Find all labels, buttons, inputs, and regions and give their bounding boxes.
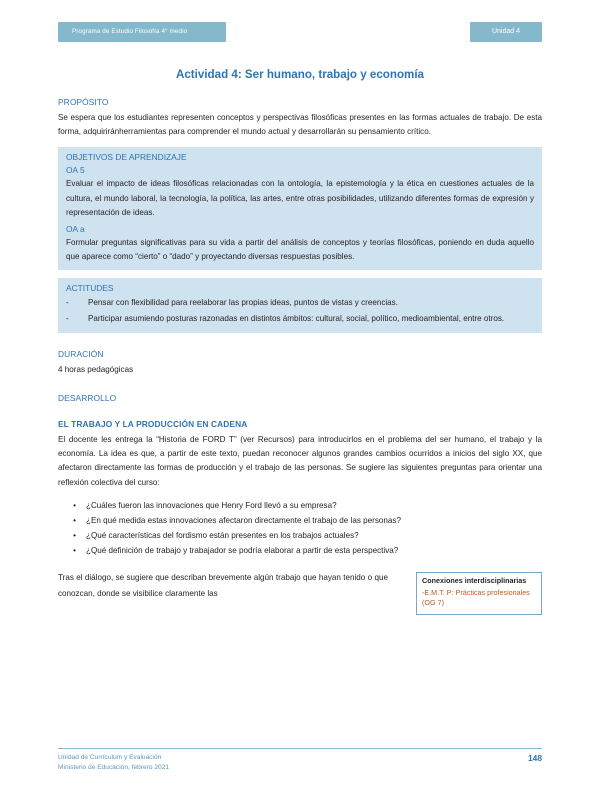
section-heading-purpose: PROPÓSITO — [58, 97, 109, 107]
attitude-text-1: Pensar con flexibilidad para reelaborar las propias ideas, puntos de vistas y creencias. — [88, 298, 398, 308]
oa-code-2: OA a — [66, 224, 85, 235]
section-heading-development: DESARROLLO — [58, 393, 117, 404]
learning-objectives-block — [58, 147, 542, 270]
page-title: Actividad 4: Ser humano, trabajo y economía — [175, 68, 425, 81]
closing-paragraph: Tras el diálogo, se sugiere que describan brevemente algún trabajo que hayan tenido o que conozcan, donde se visibilice claramente las — [58, 572, 388, 598]
attitudes-block — [58, 278, 542, 332]
sidebox-text: -E.M.T. P: Prácticas profesionales (OG 7) — [422, 587, 530, 608]
bullet-icon: • — [73, 515, 76, 525]
development-questions-list — [58, 498, 542, 558]
page-footer — [58, 748, 542, 772]
bullet-icon: • — [73, 545, 76, 555]
list-item — [58, 543, 542, 558]
development-paragraph: El docente les entrega la “Historia de FORD T” (ver Recursos) para introducirlos en el problema del ser humano, el trabajo y la economía. La idea es que, a partir de este texto, puedan reconocer algunos grandes cambios ocurridos a inicios del siglo XX, que afectaron directamente las formas de producción y el trabajo de las personas. Se sugiere las siguientes preguntas para orientar una reflexión colectiva del curso: — [58, 435, 542, 487]
page-number: 148 — [528, 753, 542, 763]
footer-line-1: Unidad de Currículum y Evaluación — [58, 754, 162, 761]
purpose-text: Se espera que los estudiantes representen conceptos y perspectivas filosóficas presentes en las formas actuales de trabajo. De esta forma, adquiriránherramientas para comprender el mundo actual y desarrollarán su pensamiento crítico. — [58, 113, 542, 137]
interdisciplinary-connections-box — [416, 572, 542, 615]
program-banner — [58, 22, 226, 42]
attitudes-list — [66, 296, 534, 325]
question-text-4: ¿Qué definición de trabajo y trabajador se podría elaborar a partir de esta perspectiva? — [86, 545, 399, 555]
list-item — [58, 528, 542, 543]
sidebox-title: Conexiones interdisciplinarias — [422, 575, 527, 585]
footer-line-2: Ministerio de Educación, febrero 2021 — [58, 763, 170, 771]
section-heading-learning-objectives: OBJETIVOS DE APRENDIZAJE — [66, 152, 187, 163]
question-text-1: ¿Cuáles fueron las innovaciones que Henry Ford llevó a su empresa? — [86, 500, 337, 510]
question-text-2: ¿En qué medida estas innovaciones afectaron directamente el trabajo de las personas? — [86, 515, 401, 525]
bullet-icon: • — [73, 530, 76, 540]
duration-text: 4 horas pedagógicas — [58, 364, 134, 374]
bullet-icon: • — [73, 500, 76, 510]
section-heading-attitudes: ACTITUDES — [66, 283, 114, 294]
dash-marker: - — [66, 298, 69, 308]
program-label: Programa de Estudio Filosofía 4° medio — [72, 28, 188, 35]
document-content — [58, 60, 542, 608]
footer-divider — [58, 748, 542, 749]
subsection-heading-development: EL TRABAJO Y LA PRODUCCIÓN EN CADENA — [58, 419, 248, 430]
page-header — [0, 0, 600, 52]
unit-label: Unidad 4 — [491, 28, 521, 35]
list-item — [58, 498, 542, 513]
oa-code-1: OA 5 — [66, 165, 85, 176]
section-heading-duration: DURACIÓN — [58, 348, 104, 359]
list-item — [66, 296, 534, 310]
oa-text-2: Formular preguntas significativas para su vida a partir del análisis de conceptos y teorías filosóficas, poniendo en duda aquello que aparece como “cierto” o “dado” y proyectando diversas respuestas posibles. — [66, 238, 534, 262]
list-item — [58, 513, 542, 528]
closing-section — [58, 570, 542, 608]
list-item — [66, 312, 534, 326]
oa-text-1: Evaluar el impacto de ideas filosóficas relacionadas con la ontología, la epistemología y la ética en cuestiones actuales de la cultura, el mundo laboral, la tecnología, la política, las artes, entre otras posibilidades, utilizando diferentes formas de expresión y representación de ideas. — [66, 179, 534, 217]
question-text-3: ¿Qué características del fordismo están presentes en los trabajos actuales? — [86, 530, 359, 540]
unit-badge — [470, 22, 542, 42]
attitude-text-2: Participar asumiendo posturas razonadas en distintos ámbitos: cultural, social, político, medioambiental, entre otros. — [88, 313, 505, 323]
dash-marker: - — [66, 313, 69, 323]
